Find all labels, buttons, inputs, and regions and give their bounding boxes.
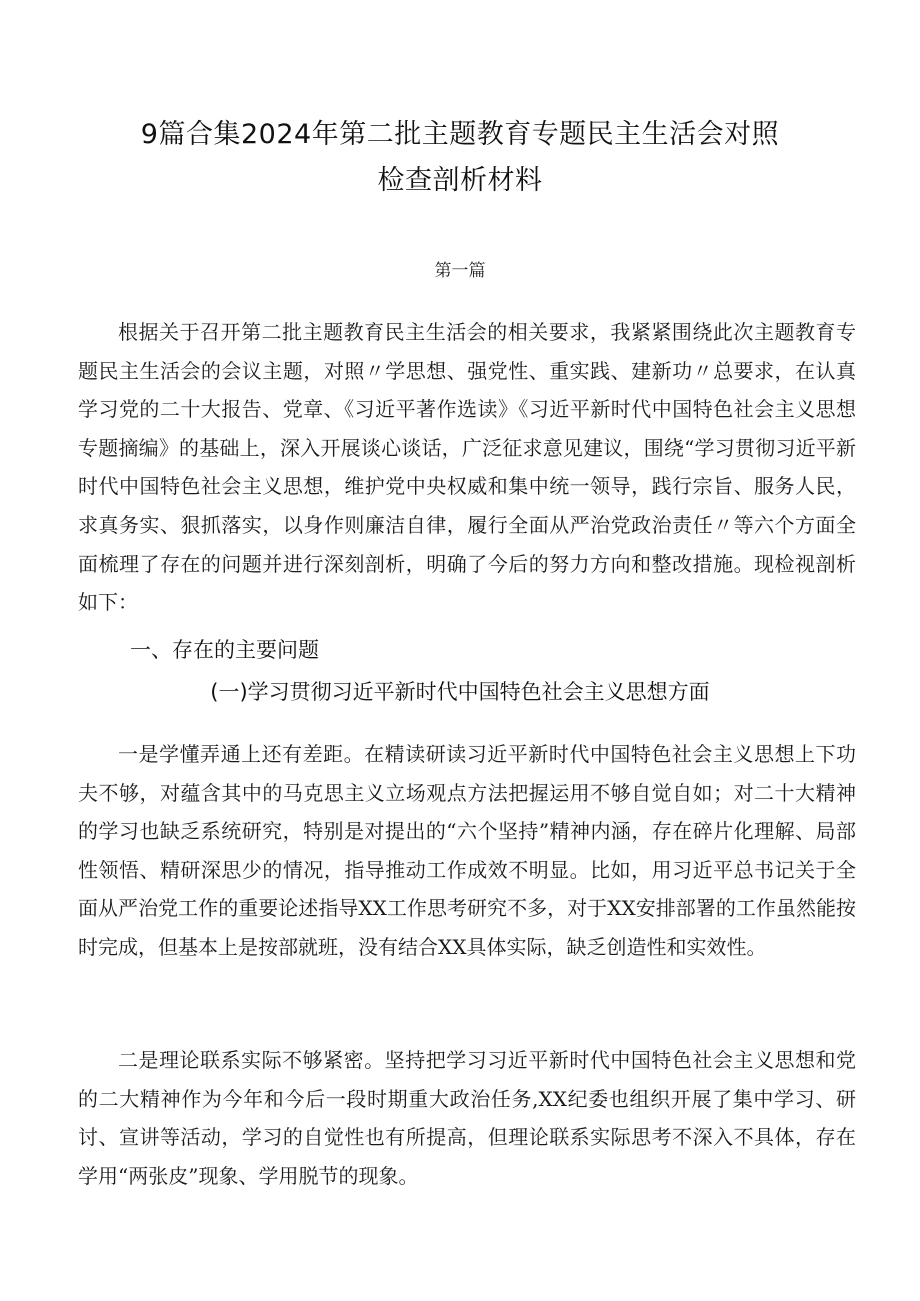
section-heading: 一、存在的主要问题: [130, 638, 319, 662]
body-paragraph-1: 一是学懂弄通上还有差距。在精读研读习近平新时代中国特色社会主义思想上下功夫不够，对蕴含其中的马克思主义立场观点方法把握运用不够自觉自如；对二十大精神的学习也缺乏系统研究，特别是对提出的“六个坚持”精神内涵，存在碎片化理解、局部性领悟、精研深思少的情况，指导推动工作成效不明显。比如，用习近平总书记关于全面从严治党工作的重要论述指导XX工作思考研究不多，对于XX安排部署的工作虽然能按时完成，但基本上是按部就班，没有结合XX具体实际，缺乏创造性和实效性。: [78, 742, 856, 959]
body-paragraph-2: 二是理论联系实际不够紧密。坚持把学习习近平新时代中国特色社会主义思想和党的二大精神作为今年和今后一段时期重大政治任务,XX纪委也组织开展了集中学习、研讨、宣讲等活动，学习的自觉性也有所提高，但理论联系实际思考不深入不具体，存在学用“两张皮”现象、学用脱节的现象。: [78, 1048, 856, 1188]
chapter-label: 第一篇: [434, 261, 486, 281]
document-title-line-2: 检查剖析材料: [377, 165, 543, 196]
document-title-line-1: 9篇合集2024年第二批主题教育专题民主生活会对照: [140, 119, 780, 150]
subsection-heading: (一)学习贯彻习近平新时代中国特色社会主义思想方面: [210, 680, 710, 704]
intro-paragraph: 根据关于召开第二批主题教育民主生活会的相关要求，我紧紧围绕此次主题教育专题民主生活会的会议主题，对照〃学思想、强党性、重实践、建新功〃总要求，在认真学习党的二十大报告、党章、《习近平著作选读》《习近平新时代中国特色社会主义思想专题摘编》的基础上，深入开展谈心谈话，广泛征求意见建议，围绕“学习贯彻习近平新时代中国特色社会主义思想，维护党中央权威和集中统一领导，践行宗旨、服务人民，求真务实、狠抓落实，以身作则廉洁自律，履行全面从严治党政治责任〃等六个方面全面梳理了存在的问题并进行深刻剖析，明确了今后的努力方向和整改措施。现检视剖析如下：: [78, 320, 856, 615]
